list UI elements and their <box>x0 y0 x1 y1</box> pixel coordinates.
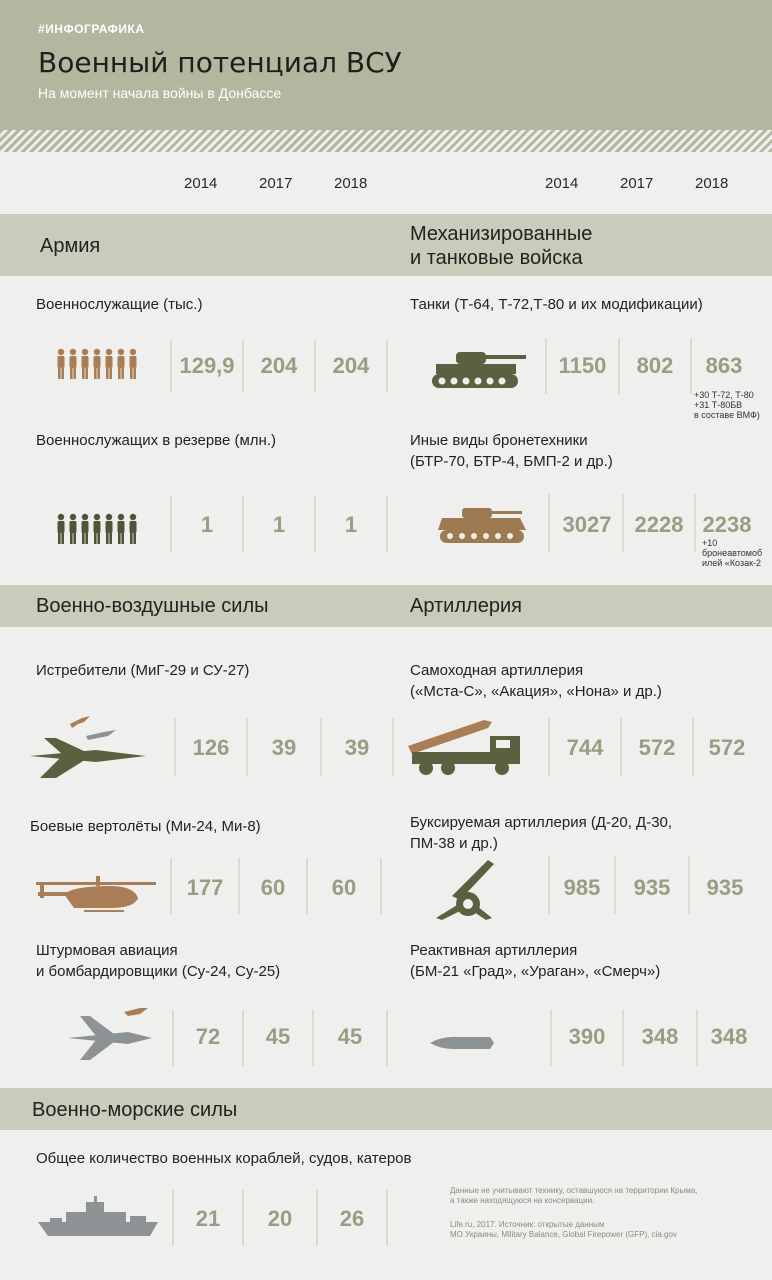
separator <box>380 858 382 914</box>
value-2014: 390 <box>568 1024 606 1049</box>
value-2018: 204 <box>332 353 370 378</box>
value-2017: 204 <box>260 353 298 378</box>
separator <box>386 1190 388 1246</box>
separator <box>386 340 388 392</box>
section-title-air-force: Военно-воздушные силы <box>36 595 269 617</box>
row-label-fighters: Истребители (МиГ-29 и СУ-27) <box>36 662 250 679</box>
value-2018: 935 <box>706 875 744 900</box>
armored-vehicle-icon <box>436 504 528 546</box>
value-2017: 348 <box>641 1024 679 1049</box>
value-2014: 3027 <box>562 512 612 537</box>
row-label-armor: Иные виды бронетехники (БТР-70, БТР-4, БМП-2 и др.) <box>410 432 613 470</box>
value-2017: 935 <box>633 875 671 900</box>
section-title-mechanized: Механизированные и танковые войска <box>410 223 593 269</box>
value-2017: 572 <box>638 735 676 760</box>
value-2017: 2228 <box>634 512 684 537</box>
value-2017: 39 <box>271 735 297 760</box>
year-header-right-2014: 2014 <box>545 175 579 192</box>
tanks-footnote: +30 Т-72, Т-80 +31 Т-80БВ в составе ВМФ) <box>694 390 760 420</box>
warship-icon <box>36 1196 160 1238</box>
section-title-artillery: Артиллерия <box>410 595 522 617</box>
rocket-shell-icon <box>428 1034 498 1052</box>
howitzer-icon <box>432 856 498 922</box>
year-header-right-2018: 2018 <box>695 175 729 192</box>
value-2017: 60 <box>260 875 286 900</box>
value-2018: 1 <box>344 512 358 537</box>
value-2014: 126 <box>192 735 230 760</box>
soldiers-olive-icon <box>56 513 146 545</box>
value-2018: 45 <box>337 1024 363 1049</box>
row-label-towed-artillery: Буксируемая артиллерия (Д-20, Д-30, ПМ-38 и др.) <box>410 814 673 852</box>
helicopter-icon <box>34 868 160 916</box>
soldiers-tan-icon <box>56 348 146 380</box>
section-band-army <box>0 214 772 276</box>
row-label-attack-aircraft: Штурмовая авиация и бомбардировщики (Су-24, Су-25) <box>36 942 281 980</box>
value-2018: 572 <box>708 735 746 760</box>
data-disclaimer: Данные не учитывают технику, оставшуюся на территории Крыма, а также находящуюся на консервации. <box>450 1186 698 1205</box>
value-2017: 20 <box>267 1206 293 1231</box>
row-label-rocket-artillery: Реактивная артиллерия (БМ-21 «Град», «Ураган», «Смерч») <box>410 942 661 980</box>
bomber-icon <box>66 1004 156 1064</box>
value-2014: 177 <box>186 875 224 900</box>
year-header-left-2017: 2017 <box>259 175 293 192</box>
value-2018: 26 <box>339 1206 365 1231</box>
source-credit: Life.ru, 2017. Источник: открытые данным МО Украины, Military Balance, Global Firepower (GFP), cia.gov <box>450 1220 677 1239</box>
fighter-jets-icon <box>26 712 152 780</box>
value-2014: 744 <box>566 735 604 760</box>
year-header-right-2017: 2017 <box>620 175 654 192</box>
year-header-left-2014: 2014 <box>184 175 218 192</box>
row-label-tanks: Танки (Т-64, Т-72,Т-80 и их модификации) <box>410 296 703 313</box>
value-2014: 72 <box>195 1024 221 1049</box>
page-subtitle: На момент начала войны в Донбассе <box>38 85 282 101</box>
year-header-left-2018: 2018 <box>334 175 368 192</box>
row-label-sp-artillery: Самоходная артиллерия («Мста-С», «Акация», «Нона» и др.) <box>410 662 662 700</box>
section-title-navy: Военно-морские силы <box>32 1099 238 1121</box>
value-2014: 985 <box>563 875 601 900</box>
row-label-servicemen: Военнослужащие (тыс.) <box>36 296 203 313</box>
separator <box>392 718 394 776</box>
separator <box>548 494 550 552</box>
armor-footnote: +10 бронеавтомоб илей «Козак-2 <box>702 538 763 568</box>
section-title-army: Армия <box>40 235 101 257</box>
value-2014: 1 <box>200 512 214 537</box>
value-2014: 1150 <box>558 353 607 378</box>
row-label-helicopters: Боевые вертолёты (Ми-24, Ми-8) <box>30 818 261 835</box>
header-hatch-divider <box>0 130 772 152</box>
row-label-ships: Общее количество военных кораблей, судов, катеров <box>36 1150 412 1167</box>
value-2017: 45 <box>265 1024 291 1049</box>
value-2018: 39 <box>344 735 370 760</box>
page-title: Военный потенциал ВСУ <box>38 46 402 79</box>
value-2014: 21 <box>195 1206 221 1231</box>
value-2018: 863 <box>705 353 743 378</box>
value-2018: 60 <box>331 875 357 900</box>
separator <box>386 496 388 552</box>
rocket-launcher-truck-icon <box>404 714 524 776</box>
value-2014: 129,9 <box>179 353 235 378</box>
value-2018: 2238 <box>702 512 752 537</box>
value-2018: 348 <box>710 1024 748 1049</box>
value-2017: 802 <box>636 353 674 378</box>
separator <box>386 1010 388 1066</box>
hashtag[interactable]: #ИНФОГРАФИКА <box>38 22 145 36</box>
tank-icon <box>428 346 528 392</box>
value-2017: 1 <box>272 512 286 537</box>
row-label-reserve: Военнослужащих в резерве (млн.) <box>36 432 276 449</box>
